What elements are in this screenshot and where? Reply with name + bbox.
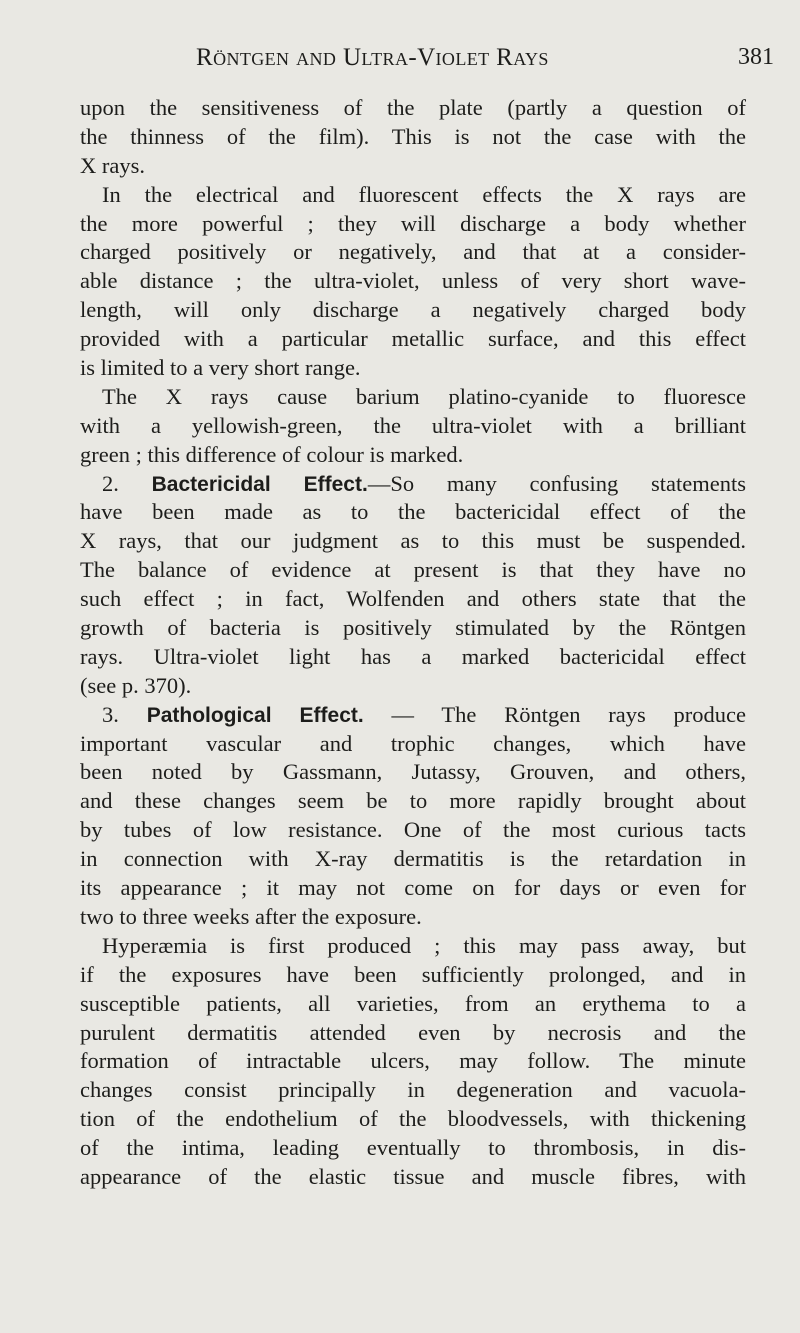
text-line: been noted by Gassmann, Jutassy, Grouven, and others, [80, 759, 746, 785]
text-line: by tubes of low resistance. One of the most curious tacts [80, 817, 746, 843]
text-line: The balance of evidence at present is that they have no [80, 557, 746, 583]
text-line: appearance of the elastic tissue and muscle fibres, with [80, 1163, 746, 1189]
text-line: upon the sensitiveness of the plate (partly a question of [80, 95, 746, 120]
text-line: the more powerful ; they will discharge a body whether [80, 210, 746, 236]
body-text [80, 94, 746, 1192]
text-line: rays. Ultra-violet light has a marked bactericidal effect [80, 643, 746, 669]
section-lead-text: —So many confusing statements [367, 470, 746, 496]
section-2-heading-line [80, 470, 746, 499]
running-head: Röntgen and Ultra-Violet Rays [196, 44, 549, 71]
text-line: have been made as to the bactericidal effect of the [80, 499, 746, 525]
text-line: able distance ; the ultra-violet, unless of very short wave- [80, 268, 746, 294]
text-line: with a yellowish-green, the ultra-violet with a brilliant [80, 412, 746, 438]
section-number: 2. [102, 470, 152, 496]
text-line: The X rays cause barium platino-cyanide to fluoresce [102, 383, 746, 409]
text-line: the thinness of the film). This is not the case with the [80, 123, 746, 149]
text-line: growth of bacteria is positively stimulated by the Röntgen [80, 615, 746, 641]
text-line: important vascular and trophic changes, which have [80, 730, 746, 756]
text-line: green ; this difference of colour is marked. [80, 441, 464, 467]
text-line: provided with a particular metallic surface, and this effect [80, 326, 746, 352]
text-line: if the exposures have been sufficiently prolonged, and in [80, 961, 746, 987]
page-number: 381 [738, 44, 774, 70]
text-line: X rays. [80, 152, 145, 178]
text-line: charged positively or negatively, and that at a consider- [80, 239, 746, 265]
text-line: its appearance ; it may not come on for days or even for [80, 875, 746, 901]
text-line: In the electrical and fluorescent effects the X rays are [102, 181, 746, 207]
section-title: Pathological Effect. [146, 703, 364, 727]
text-line: and these changes seem be to more rapidly brought about [80, 788, 746, 814]
text-line: such effect ; in fact, Wolfenden and others state that the [80, 586, 746, 612]
text-line: Hyperæmia is first produced ; this may pass away, but [102, 932, 746, 958]
text-line: two to three weeks after the exposure. [80, 903, 422, 929]
text-line: in connection with X-ray dermatitis is the retardation in [80, 846, 746, 872]
section-3-heading-line [80, 701, 746, 730]
text-line: (see p. 370). [80, 672, 192, 698]
section-lead-text: — The Röntgen rays produce [363, 701, 746, 727]
section-title: Bactericidal Effect. [151, 472, 368, 496]
text-line: tion of the endothelium of the bloodvessels, with thickening [80, 1106, 746, 1132]
text-line: changes consist principally in degeneration and vacuola- [80, 1077, 746, 1103]
text-line: X rays, that our judgment as to this must be suspended. [80, 528, 746, 554]
text-line: purulent dermatitis attended even by necrosis and the [80, 1019, 746, 1045]
text-line: susceptible patients, all varieties, from an erythema to a [80, 990, 746, 1016]
text-line: of the intima, leading eventually to thrombosis, in dis- [80, 1135, 746, 1161]
text-line: is limited to a very short range. [80, 355, 361, 381]
text-line: length, will only discharge a negatively charged body [80, 297, 746, 323]
text-line: formation of intractable ulcers, may follow. The minute [80, 1048, 746, 1074]
section-number: 3. [102, 701, 147, 727]
